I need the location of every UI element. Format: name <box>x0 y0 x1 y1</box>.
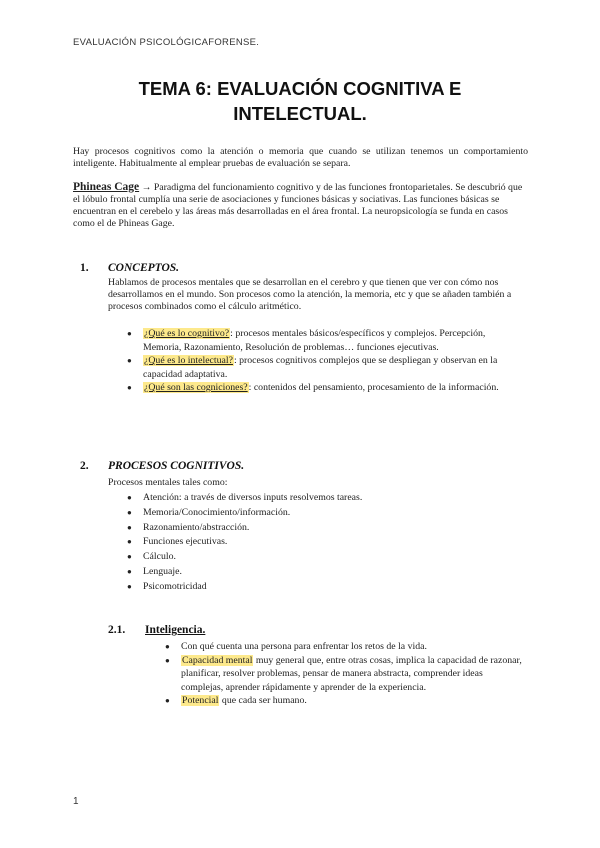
section-2-1-title: Inteligencia. <box>145 624 206 636</box>
list-item <box>165 640 526 654</box>
highlighted-term: ¿Qué es lo cognitivo? <box>144 328 230 339</box>
list-item-text: Con qué cuenta una persona para enfrentar los retos de la vida. <box>181 641 427 652</box>
concepts-list <box>127 327 523 395</box>
section-1-paragraph: Hablamos de procesos mentales que se desarrollan en el cerebro y que tienen que ver con cómo nos desarrollamos en el mundo. Son procesos como la atención, la memoria, etc y que se añaden también a procesos combinados como el cálculo aritmético. <box>108 277 512 312</box>
highlighted-term: Capacidad mental <box>182 654 253 666</box>
list-item <box>127 506 523 521</box>
bullet-icon: ● <box>127 552 132 562</box>
cognitive-process-list <box>127 491 523 595</box>
bullet-icon: ● <box>127 522 132 532</box>
document-header: EVALUACIÓN PSICOLÓGICAFORENSE. <box>73 37 260 48</box>
list-item <box>127 381 523 395</box>
bullet-icon: ● <box>127 581 132 591</box>
phineas-text: Paradigma del funcionamiento cognitivo y de las funciones frontoparietales. Se descubrió que el lóbulo frontal cumplía una serie de asociaciones y funciones básicas y sociativas. Las funciones básicas se encuentran en el cerebelo y las áreas más desarrolladas en el área frontal. La neuropsicología se funda en casos como el de Phineas Gage. <box>73 182 523 229</box>
list-item-text: que cada ser humano. <box>219 695 307 706</box>
bullet-icon: ● <box>127 493 132 502</box>
bullet-icon: ● <box>165 696 170 705</box>
section-1-title: CONCEPTOS. <box>108 262 180 274</box>
highlighted-term: Potencial <box>182 695 219 706</box>
list-item-text: Funciones ejecutivas. <box>143 536 228 548</box>
list-item-text: : contenidos del pensamiento, procesamiento de la información. <box>248 382 499 393</box>
list-item <box>127 565 523 580</box>
section-1-heading <box>80 262 179 274</box>
phineas-name: Phineas Cage <box>73 181 140 193</box>
list-item-text: Razonamiento/abstracción. <box>143 521 250 533</box>
bullet-icon: ● <box>127 329 132 338</box>
list-item <box>165 654 526 695</box>
bullet-icon: ● <box>127 507 132 517</box>
list-item <box>127 354 523 381</box>
title-line-1: TEMA 6: EVALUACIÓN COGNITIVA E <box>138 78 462 99</box>
list-item <box>127 535 523 550</box>
intro-paragraph: Hay procesos cognitivos como la atención o memoria que cuando se utilizan tenemos un comportamiento inteligente. Habitualmente al emplear pruebas de evaluación se separa. <box>73 146 528 169</box>
highlighted-term: ¿Qué son las cogniciones? <box>144 382 248 393</box>
list-item <box>165 694 526 708</box>
bullet-icon: ● <box>127 566 132 576</box>
list-item <box>127 491 523 506</box>
phineas-paragraph <box>73 181 528 230</box>
section-2-title: PROCESOS COGNITIVOS. <box>108 460 245 472</box>
list-item <box>127 327 523 354</box>
list-item-text: Atención: a través de diversos inputs resolvemos tareas. <box>143 492 363 503</box>
list-item-text: Cálculo. <box>143 551 176 563</box>
page-number: 1 <box>73 796 79 807</box>
list-item-text: muy general que, entre otras cosas, implica la capacidad de razonar, planificar, resolver problemas, pensar de manera abstracta, comprender ideas complejas, aprender rápidamente y aprender de la experiencia. <box>181 654 522 693</box>
list-item-text: Lenguaje. <box>143 565 182 577</box>
highlighted-term: ¿Qué es lo intelectual? <box>144 355 233 366</box>
intelligence-list <box>165 640 526 708</box>
section-2-heading <box>80 460 244 472</box>
section-1-number: 1. <box>80 262 89 274</box>
bullet-icon: ● <box>127 383 132 392</box>
list-item-text: : procesos mentales básicos/específicos y complejos. Percepción, Memoria, Razonamiento, Resolución de problemas… funciones ejecutivas. <box>143 328 486 353</box>
bullet-icon: ● <box>127 356 132 365</box>
list-item-text: Memoria/Conocimiento/información. <box>143 506 291 518</box>
page-title <box>60 76 540 126</box>
section-2-intro: Procesos mentales tales como: <box>108 477 228 488</box>
title-line-2: INTELECTUAL. <box>233 103 367 124</box>
bullet-icon: ● <box>165 655 170 665</box>
list-item <box>127 580 523 595</box>
bullet-icon: ● <box>127 537 132 547</box>
section-2-1-number: 2.1. <box>108 624 126 636</box>
list-item-text: Psicomotricidad <box>143 580 207 592</box>
arrow-icon: → <box>141 182 152 193</box>
bullet-icon: ● <box>165 642 170 651</box>
list-item <box>127 550 523 565</box>
section-2-1-heading <box>108 624 205 636</box>
list-item <box>127 521 523 536</box>
list-item-text: : procesos cognitivos complejos que se despliegan y observan en la capacidad adaptativa. <box>143 355 498 380</box>
section-2-number: 2. <box>80 460 89 472</box>
